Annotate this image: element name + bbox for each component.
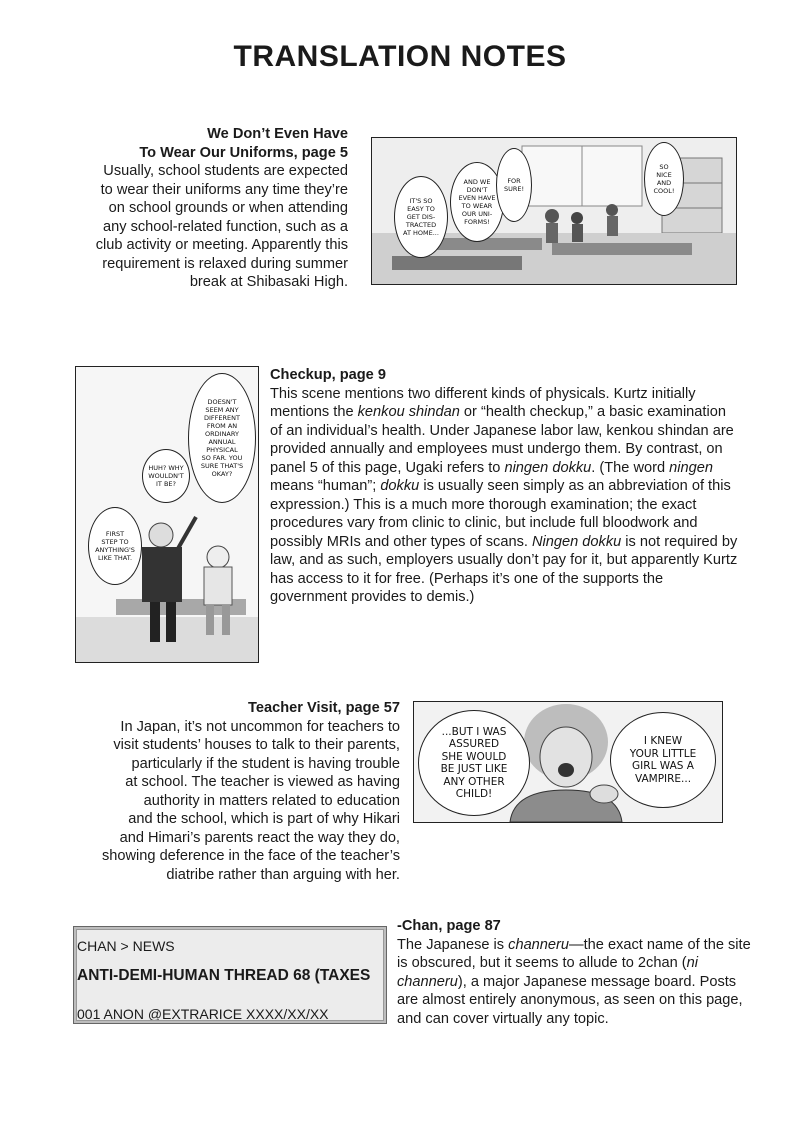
note-line: diatribe rather than arguing with her.: [166, 866, 400, 883]
note-line: and Himari’s parents react the way they do,: [119, 829, 400, 846]
note-line: any school-related function, such as a: [103, 218, 348, 235]
speech-bubble: I KNEW YOUR LITTLE GIRL WAS A VAMPIRE...: [610, 712, 716, 808]
note-line: club activity or meeting. Apparently this: [95, 237, 348, 253]
note-line: requirement is relaxed during summer: [102, 255, 348, 272]
note-checkup: [270, 366, 740, 607]
note-line: break at Shibasaki High.: [189, 274, 348, 290]
note-line: particularly if the student is having trouble: [131, 755, 400, 772]
note-body: This scene mentions two different kinds of physicals. Kurtz initially mentions the: [270, 385, 696, 420]
note-line: In Japan, it’s not uncommon for teachers to: [120, 718, 400, 735]
note-body: is usually seen simply as an abbreviation of this expression.) This is a much more thorough examination; the exact procedures vary from clinic to clinic, but include full bloodwork and possibly MRIs and other types of scans.: [270, 478, 731, 550]
italic-term: ningen: [669, 459, 713, 476]
note-line: Usually, school students are expected: [103, 163, 348, 179]
speech-bubble: IT'S SO EASY TO GET DIS- TRACTED AT HOME...: [394, 176, 448, 258]
speech-bubble: DOESN'T SEEM ANY DIFFERENT FROM AN ORDINARY ANNUAL PHYSICAL SO FAR. YOU SURE THAT'S OKAY?: [188, 373, 256, 503]
page-title: TRANSLATION NOTES: [233, 40, 567, 73]
note-body: The Japanese is: [397, 936, 509, 953]
forum-thread-title: ANTI-DEMI-HUMAN THREAD 68 (TAXES: [77, 967, 371, 984]
note-line: to wear their uniforms any time they’re: [100, 181, 348, 198]
speech-bubble: FIRST STEP TO ANYTHING'S LIKE THAT.: [88, 507, 142, 585]
note-line: and the school, which is part of why Hikari: [128, 811, 400, 827]
note-uniforms: [70, 125, 348, 292]
speech-bubble: AND WE DON'T EVEN HAVE TO WEAR OUR UNI- FORMS!: [450, 162, 504, 242]
note-body: or “health checkup,” a basic examination of an individual’s health. Under Japanese labor law, kenkou shindan are provided annually and employees must undergo them. By contrast, on panel 5 of this page, Ugaki refers to: [270, 404, 734, 476]
note-line: on school grounds or when attending: [108, 200, 348, 216]
note-teacher-visit: [60, 699, 400, 884]
note-body: means “human”;: [270, 478, 381, 494]
note-chan: [397, 917, 752, 1028]
italic-term: Ningen dokku: [532, 533, 622, 550]
manga-panel-teacher: [413, 701, 723, 823]
speech-bubble: HUH? WHY WOULDN'T IT BE?: [142, 449, 190, 503]
forum-post-line: 001 ANON @EXTRARICE XXXX/XX/XX: [77, 1006, 329, 1021]
italic-term: kenkou shindan: [357, 404, 460, 420]
note-body: ), a major Japanese message board. Posts are almost entirely anonymous, as seen on this page, and can cover virtually any topic.: [397, 973, 743, 1027]
forum-breadcrumb: CHAN > NEWS: [77, 938, 175, 954]
speech-bubble: ...BUT I WAS ASSURED SHE WOULD BE JUST LIKE ANY OTHER CHILD!: [418, 710, 530, 816]
note-heading: We Don’t Even Have: [207, 126, 348, 142]
note-heading: Checkup, page 9: [270, 367, 386, 383]
forum-screenshot: [73, 926, 387, 1024]
note-heading: -Chan, page 87: [397, 918, 501, 934]
manga-panel-checkup: [75, 366, 259, 663]
italic-term: dokku: [380, 478, 420, 494]
note-line: visit students’ houses to talk to their parents,: [113, 737, 400, 753]
note-heading: Teacher Visit, page 57: [248, 700, 400, 716]
speech-bubble: SO NICE AND COOL!: [644, 142, 684, 216]
italic-term: channeru: [508, 936, 570, 953]
forum-screen: [76, 929, 384, 1021]
italic-term: ningen dokku: [504, 459, 592, 476]
note-line: authority in matters related to education: [143, 792, 400, 809]
italic-term: ni channeru: [397, 955, 698, 990]
note-heading: To Wear Our Uniforms, page 5: [139, 144, 348, 161]
manga-panel-classroom: [371, 137, 737, 285]
speech-bubble: FOR SURE!: [496, 148, 532, 222]
note-body: . (The word: [591, 459, 670, 476]
note-body: —the exact name of the site is obscured, but it seems to allude to 2chan (: [397, 936, 751, 971]
note-line: at school. The teacher is viewed as having: [125, 774, 400, 790]
note-body: is not required by law, and as such, employers usually don’t pay for it, but apparently Kurtz has access to it for free. (Perhaps it’s one of the supports the government provides to demis.): [270, 533, 738, 605]
note-line: showing deference in the face of the teacher’s: [101, 848, 400, 864]
